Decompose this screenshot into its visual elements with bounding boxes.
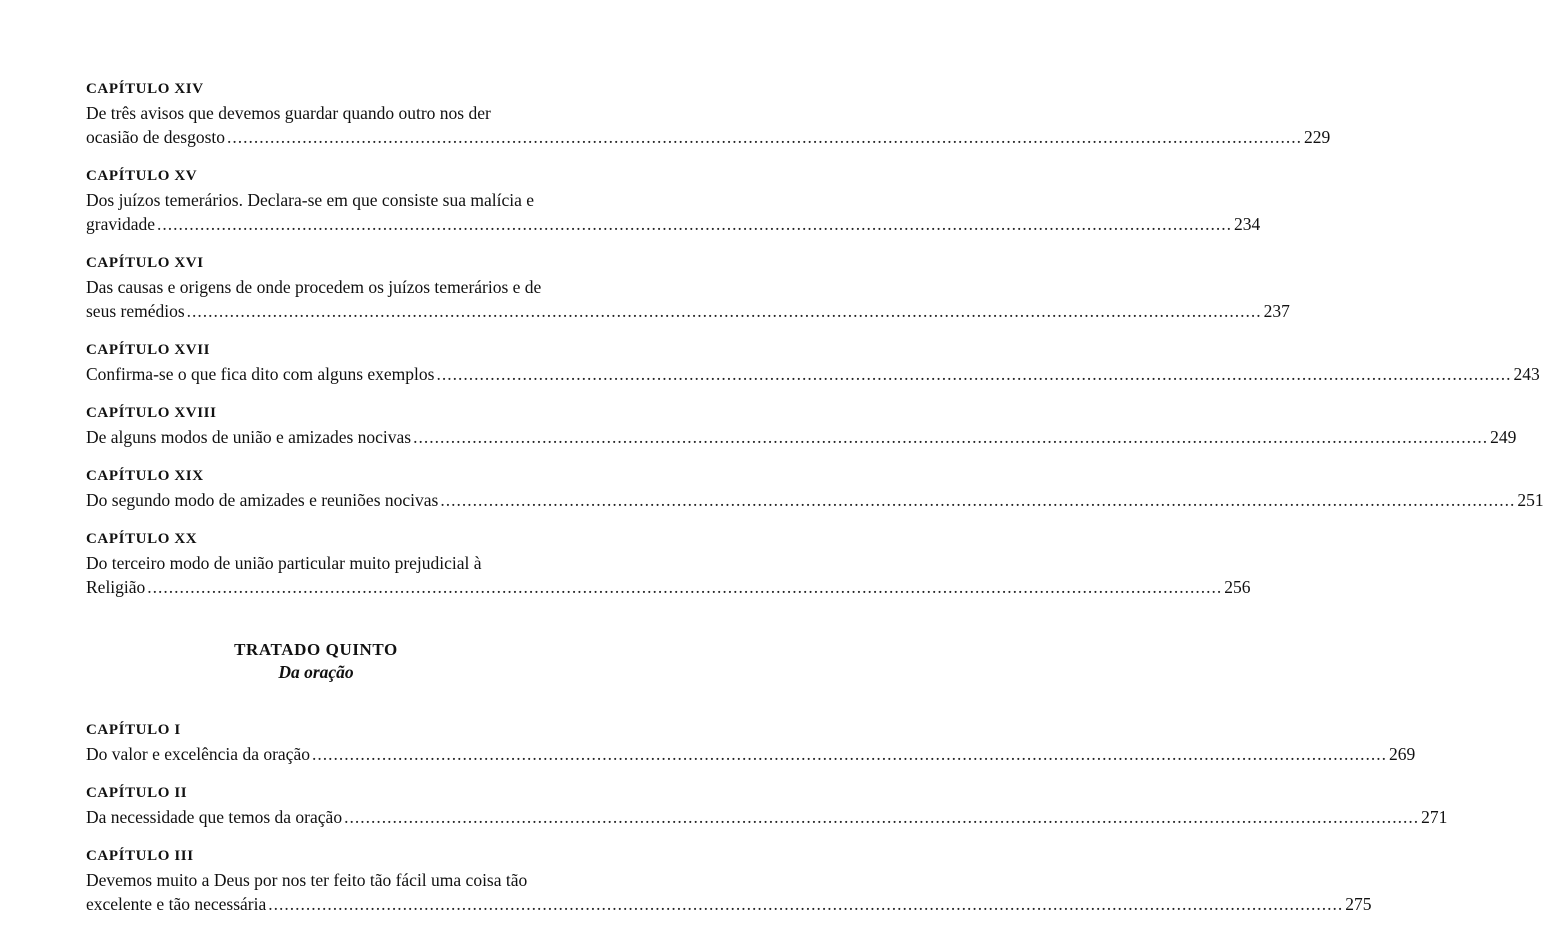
chapter-title-text: Da necessidade que temos da oração: [86, 807, 343, 827]
treatise-subtitle: Da oração: [278, 662, 354, 682]
toc-entry[interactable]: [86, 254, 1290, 323]
chapter-title-last-line: [86, 892, 1372, 916]
dot-leader: ........................................................................................................................................................................................................: [268, 894, 1344, 914]
chapter-title-text: Confirma-se o que fica dito com alguns exemplos: [86, 364, 435, 384]
chapter-number: CAPÍTULO XVI: [86, 255, 204, 271]
dot-leader: ........................................................................................................................................................................................................: [147, 577, 1223, 597]
dot-leader: ........................................................................................................................................................................................................: [413, 427, 1489, 447]
chapter-title-line: De três avisos que devemos guardar quando outro nos der: [86, 103, 491, 123]
chapter-title-line: Das causas e origens de onde procedem os juízos temerários e de: [86, 277, 542, 297]
chapter-number: CAPÍTULO XVIII: [86, 405, 217, 421]
toc-entry[interactable]: [86, 721, 1416, 766]
chapter-title-last-line: [86, 212, 1261, 236]
dot-leader: ........................................................................................................................................................................................................: [227, 127, 1302, 147]
dot-leader: ........................................................................................................................................................................................................: [186, 301, 1262, 321]
chapter-number: CAPÍTULO XV: [86, 168, 198, 184]
toc-entry[interactable]: [86, 847, 1372, 916]
page-number[interactable]: 237: [1263, 301, 1290, 321]
chapter-number: CAPÍTULO II: [86, 785, 188, 801]
page-number[interactable]: 256: [1224, 577, 1251, 597]
dot-leader: ........................................................................................................................................................................................................: [344, 807, 1420, 827]
chapter-title-last-line: [86, 805, 1448, 829]
chapter-title-last-line: [86, 425, 1517, 449]
chapter-title-last-line: [86, 299, 1290, 323]
treatise-heading: [86, 639, 546, 683]
dot-leader: ........................................................................................................................................................................................................: [440, 490, 1516, 510]
chapter-title-last-line: [86, 362, 1540, 386]
toc-entry[interactable]: [86, 80, 1331, 149]
page-number[interactable]: 243: [1513, 364, 1540, 384]
toc-page: [86, 80, 1544, 934]
page-number[interactable]: 249: [1490, 427, 1517, 447]
page-number[interactable]: 251: [1517, 490, 1544, 510]
chapter-title-last-line: [86, 488, 1544, 512]
page-number[interactable]: 269: [1388, 744, 1416, 764]
dot-leader: ........................................................................................................................................................................................................: [311, 744, 1387, 764]
chapter-title-line: Devemos muito a Deus por nos ter feito tão fácil uma coisa tão: [86, 870, 528, 890]
chapter-number: CAPÍTULO XVII: [86, 342, 211, 358]
page-number[interactable]: 271: [1421, 807, 1448, 827]
toc-entry[interactable]: [86, 784, 1448, 829]
toc-section-tratado-quarto: [86, 80, 1544, 599]
toc-entry[interactable]: [86, 530, 1251, 599]
chapter-title-text: Do segundo modo de amizades e reuniões nocivas: [86, 490, 439, 510]
chapter-title-line: Do terceiro modo de união particular muito prejudicial à: [86, 553, 482, 573]
chapter-number: CAPÍTULO III: [86, 848, 194, 864]
treatise-title: TRATADO QUINTO: [234, 640, 398, 659]
chapter-title-text: De alguns modos de união e amizades nocivas: [86, 427, 412, 447]
chapter-number: CAPÍTULO XIV: [86, 81, 204, 97]
chapter-number: CAPÍTULO XIX: [86, 468, 204, 484]
chapter-number: CAPÍTULO I: [86, 722, 181, 738]
chapter-title-text: ocasião de desgosto: [86, 127, 225, 147]
chapter-title-line: Dos juízos temerários. Declara-se em que consiste sua malícia e: [86, 190, 535, 210]
dot-leader: ........................................................................................................................................................................................................: [436, 364, 1512, 384]
chapter-title-text: gravidade: [86, 214, 155, 234]
chapter-title-text: Do valor e excelência da oração: [86, 744, 310, 764]
page-number[interactable]: 234: [1234, 214, 1261, 234]
toc-section-tratado-quinto: [86, 721, 1448, 916]
toc-entry[interactable]: [86, 404, 1517, 449]
chapter-title-last-line: [86, 742, 1416, 766]
dot-leader: ........................................................................................................................................................................................................: [157, 214, 1232, 234]
chapter-title-last-line: [86, 575, 1251, 599]
page-number[interactable]: 275: [1345, 894, 1372, 914]
chapter-title-text: seus remédios: [86, 301, 185, 321]
toc-entry[interactable]: [86, 467, 1544, 512]
page-number[interactable]: 229: [1304, 127, 1331, 147]
chapter-title-text: excelente e tão necessária: [86, 894, 267, 914]
toc-entry[interactable]: [86, 167, 1261, 236]
chapter-number: CAPÍTULO XX: [86, 531, 198, 547]
toc-entry[interactable]: [86, 341, 1540, 386]
chapter-title-text: Religião: [86, 577, 146, 597]
chapter-title-last-line: [86, 125, 1331, 149]
